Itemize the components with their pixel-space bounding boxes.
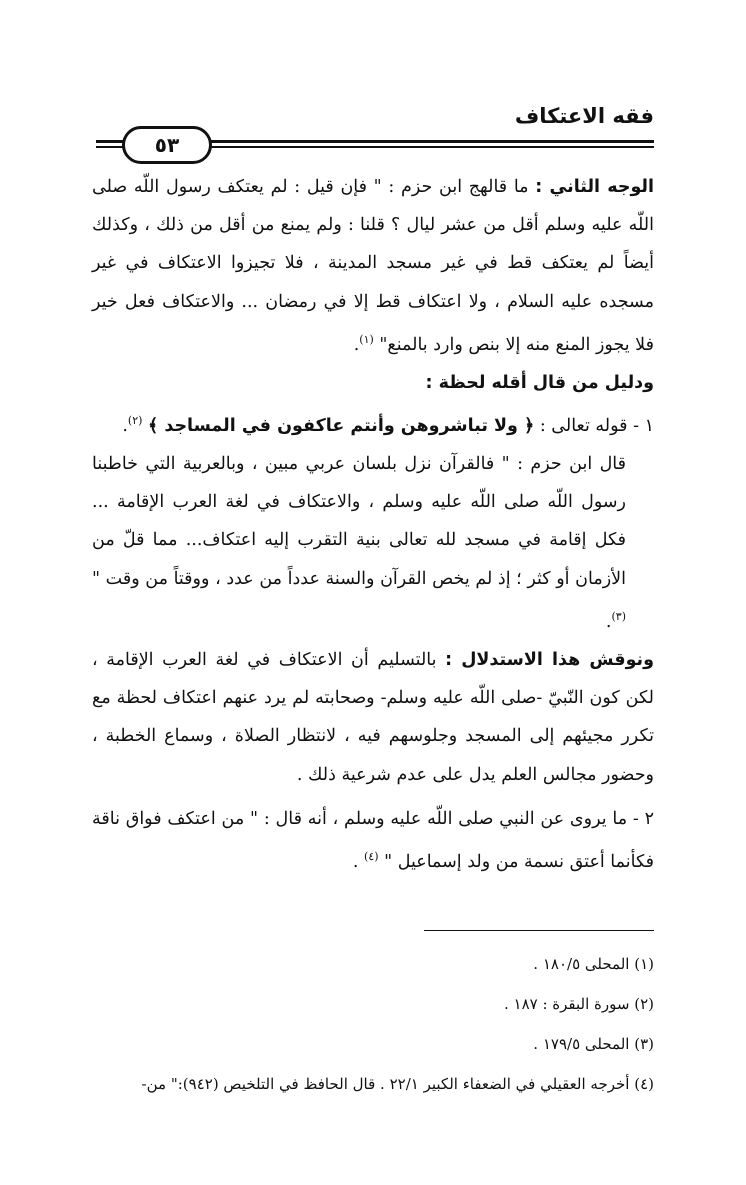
footnote-1: (١) المحلى ١٨٠/٥ .	[533, 955, 654, 973]
evidence-two: ٢ - ما يروى عن النبي صلى اللّه عليه وسلم ، أنه قال : " من اعتكف فواق ناقة فكأنما أعتق نسمة من ولد إسماعيل " $^{(٤)}$ .	[92, 808, 654, 872]
footnote-2: (٢) سورة البقرة : ١٨٧ .	[503, 995, 654, 1013]
paragraph-heading: الوجه الثاني :	[535, 177, 654, 197]
footnote-ref: (٢)	[127, 414, 143, 428]
footnote-ref: (١)	[359, 332, 374, 346]
rebuttal-heading: ونوقش هذا الاستدلال :	[445, 649, 655, 670]
paragraph-second-aspect: الوجه الثاني : ما قالهج ابن حزم : " فإن قيل : لم يعتكف رسول اللّه صلى اللّه عليه وسلم أقل من عشر ليال ؟ قلنا : ولم يمنع من أقل من ذلك ، وكذلك أيضاً لم يعتكف قط في غير مسجد المدينة ، فلا تجيزوا الاعتكاف في غير مسجده عليه السلام ، ولا اعتكاف قط إلا في رمضان ... والاعتكاف فعل خير فلا يجوز المنع منه إلا بنص وارد بالمنع" $^{(١)}$.	[92, 177, 654, 355]
footnotes	[92, 944, 654, 1104]
section-heading-text: ودليل من قال أقله لحظة :	[425, 372, 654, 393]
running-title: فقه الاعتكاف	[514, 104, 654, 128]
footnote-separator	[424, 930, 654, 931]
ibn-hazm-quote: قال ابن حزم : " فالقرآن نزل بلسان عربي مبين ، وبالعربية التي خاطبنا رسول اللّه صلى اللّه عليه وسلم ، والاعتكاف في لغة العرب الإقامة ... فكل إقامة في مسجد لله تعالى بنية التقرب إليه اعتكاف... مما قلّ من الأزمان أو كثر ؛ إذ لم يخص القرآن والسنة عدداً من عدد ، ووقتاً من وقت " $^{(٣)}$.	[92, 454, 626, 632]
page-number: ٥٣	[122, 126, 212, 164]
evidence-two-text: ٢ - ما يروى عن النبي صلى اللّه عليه وسلم ، أنه قال : " من اعتكف فواق ناقة فكأنما أعتق نسمة من ولد إسماعيل "	[92, 808, 654, 872]
body-text	[92, 168, 654, 881]
quote-text: قال ابن حزم : " فالقرآن نزل بلسان عربي مبين ، وبالعربية التي خاطبنا رسول اللّه صلى اللّه عليه وسلم ، والاعتكاف في لغة العرب الإقامة ... فكل إقامة في مسجد لله تعالى بنية التقرب إليه اعتكاف... مما قلّ من الأزمان أو كثر ؛ إذ لم يخص القرآن والسنة عدداً من عدد ، ووقتاً من وقت "	[92, 454, 626, 589]
footnote-ref: (٤)	[364, 849, 379, 863]
footnote-3: (٣) المحلى ١٧٩/٥ .	[533, 1035, 654, 1053]
paragraph-text: ما قالهج ابن حزم : " فإن قيل : لم يعتكف رسول اللّه صلى اللّه عليه وسلم أقل من عشر ليال ؟ قلنا : ولم يمنع من أقل من ذلك ، وكذلك أيضاً لم يعتكف قط في غير مسجد المدينة ، فلا تجيزوا الاعتكاف في غير مسجده عليه السلام ، ولا اعتكاف قط إلا في رمضان ... والاعتكاف فعل خير فلا يجوز المنع منه إلا بنص وارد بالمنع"	[92, 177, 654, 355]
quran-verse: ﴿ ولا تباشروهن وأنتم عاكفون في المساجد ﴾	[147, 415, 535, 436]
section-heading	[92, 364, 654, 402]
evidence-one-text: ١ - قوله تعالى :	[534, 415, 654, 436]
evidence-one: ١ - قوله تعالى : ﴿ ولا تباشروهن وأنتم عاكفون في المساجد ﴾ $^{(٢)}$.	[122, 414, 654, 436]
footnote-4: (٤) أخرجه العقيلي في الضعفاء الكبير ٢٢/١ . قال الحافظ في التلخيص (٩٤٢):" من-	[141, 1075, 654, 1093]
footnote-ref: (٣)	[611, 609, 626, 623]
rebuttal-paragraph	[92, 641, 654, 794]
rebuttal-text: بالتسليم أن الاعتكاف في لغة العرب الإقامة ، لكن كون النّبيّ -صلى اللّه عليه وسلم- وصحابته لم يرد عنهم اعتكاف لحظة مع تكرر مجيئهم إلى المسجد وجلوسهم فيه ، لانتظار الصلاة ، وسماع الخطبة ، وحضور مجالس العلم يدل على عدم شرعية ذلك .	[92, 649, 654, 785]
